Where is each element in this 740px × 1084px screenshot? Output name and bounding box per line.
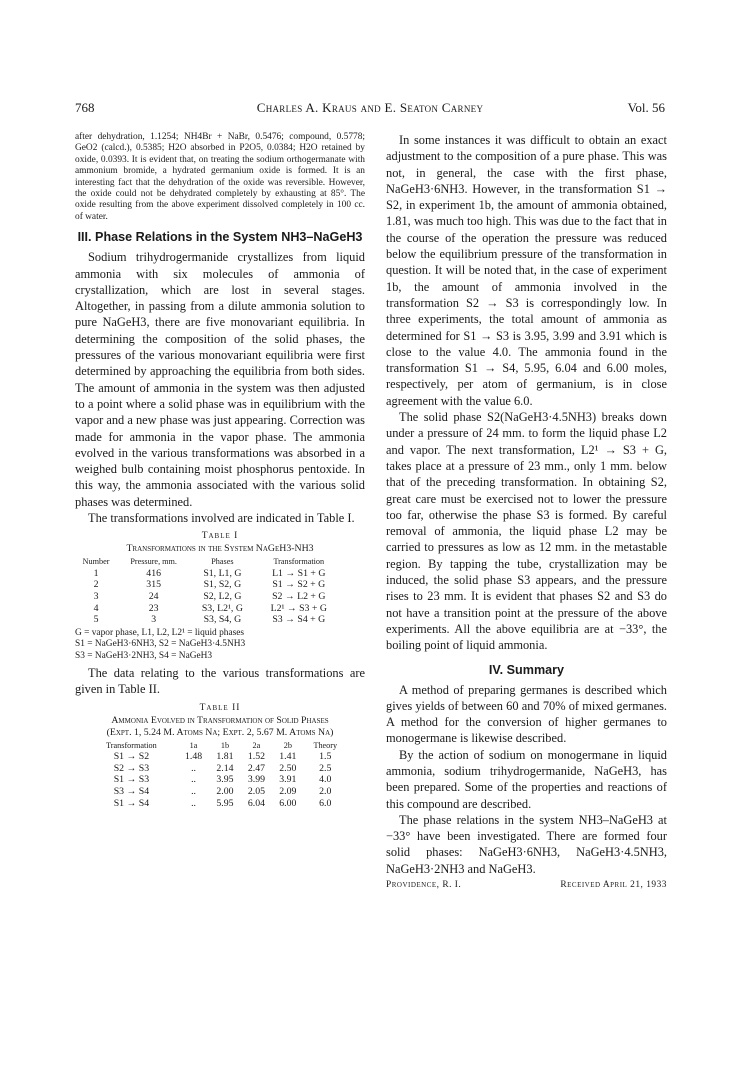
table-cell: S1 → S3 xyxy=(113,774,150,786)
table-header-row xyxy=(75,556,343,568)
table-cell: 2.00 xyxy=(216,786,234,798)
table-cell: .. xyxy=(191,762,196,774)
table-row xyxy=(75,603,343,615)
table-cell: 2.5 xyxy=(319,762,332,774)
summary-paragraph: By the action of sodium on monogermane in liquid ammonia, sodium trihydrogermanide, NaGeH3, has been prepared. Some of the properties and reactions of this compound are described. xyxy=(386,747,667,811)
running-header xyxy=(75,100,665,120)
table-cell: S1 → S2 + G xyxy=(272,579,326,591)
table-cell: 1.52 xyxy=(247,751,265,763)
table-cell: 5 xyxy=(93,614,99,626)
table-cell: 2.14 xyxy=(216,762,234,774)
table-row xyxy=(85,786,347,798)
paragraph: Sodium trihydrogermanide crystallizes from liquid ammonia with six molecules of ammonia of crystallization, which are lost in several stages. Altogether, in passing from a dilute ammonia solution to pure NaGeH3, there are five monovariant equilibria. In determining the composition of the solid phases, the pressures of the various monovariant equilibria were first determined by approaching the equilibria from both sides. The amount of ammonia in the system was then adjusted to a point where a solid phase was in equilibrium with the vapor and a new phase was just appearing. Correction was made for ammonia in the vapor phase. The ammonia evolved in the various transformations was absorbed in a weighed bulb containing moist phosphorus pentoxide. In this way, the ammonia associated with the various solid phases was determined. xyxy=(75,250,365,509)
table-cell: S2 → S3 xyxy=(113,762,150,774)
ammonia-evolved-table xyxy=(85,740,347,810)
column-header: 2b xyxy=(283,740,292,750)
table-cell: S1 → S2 xyxy=(113,751,150,763)
table-note: S3 = NaGeH3·2NH3, S4 = NaGeH3 xyxy=(75,650,213,661)
table-row xyxy=(85,751,347,763)
table-cell: 6.00 xyxy=(279,797,297,809)
table-cell: S3 → S4 xyxy=(113,786,150,798)
column-header: 1a xyxy=(189,740,198,750)
column-header: Transformation xyxy=(106,740,157,750)
table-cell: 1 xyxy=(93,567,99,579)
column-header: Theory xyxy=(313,740,338,750)
table-caption: Table I xyxy=(201,531,239,542)
paragraph: The transformations involved are indicated in Table I. xyxy=(88,511,355,525)
table-note: S1 = NaGeH3·6NH3, S2 = NaGeH3·4.5NH3 xyxy=(75,639,246,650)
transformations-table xyxy=(75,556,343,626)
table-cell: 2.05 xyxy=(247,786,265,798)
table-cell: 24 xyxy=(148,591,159,603)
section-heading-summary: IV. Summary xyxy=(488,662,565,677)
table-cell: 3.91 xyxy=(279,774,297,786)
column-header: 1b xyxy=(220,740,230,750)
paragraph: The solid phase S2(NaGeH3·4.5NH3) breaks down under a pressure of 24 mm. to form the liquid phase L2 and vapor. The next transformation, L2¹ → S3 + G, takes place at a pressure of 23 mm., only 1 mm. below that of the preceding transformation. In obtaining S2, great care must be exercised not to lower the pressure too far, otherwise the phase S3 is formed. By careful removal of ammonia, the liquid phase L2 may be carried to pressures as low as 12 mm. in the metastable region. By tapping the tube, crystallization may be induced, the solid phase S3 appears, and the pressure rises to 23 mm. It is evident that phases S2 and S3 do not have a transition point at the pressure of the above experiments. All the above equilibria are at −33°, the boiling point of liquid ammonia. xyxy=(386,410,667,653)
column-header: Transformation xyxy=(273,557,325,567)
table-cell: 5.95 xyxy=(216,797,234,809)
table-cell: S2, L2, G xyxy=(203,591,242,603)
place: Providence, R. I. xyxy=(386,880,462,891)
table-row xyxy=(75,579,343,591)
table-cell: 315 xyxy=(146,579,161,591)
received-date: Received April 21, 1933 xyxy=(560,880,667,891)
table-cell: 416 xyxy=(146,567,161,579)
section-heading-phase-relations: III. Phase Relations in the System NH3–NaGeH3 xyxy=(77,230,363,245)
table-cell: 2.47 xyxy=(247,762,265,774)
table-cell: L1 → S1 + G xyxy=(272,567,326,579)
table-row xyxy=(85,774,347,786)
table-cell: 4 xyxy=(93,602,99,614)
table-cell: .. xyxy=(191,786,196,798)
table-header-row xyxy=(85,740,347,752)
table-row xyxy=(75,614,343,626)
table-cell: .. xyxy=(191,774,196,786)
summary-paragraph: The phase relations in the system NH3–NaGeH3 at −33° have been investigated. There are formed four solid phases: NaGeH3·6NH3, NaGeH3·4.5NH3, NaGeH3·2NH3 and NaGeH3. xyxy=(386,812,667,876)
table-cell: 3.95 xyxy=(216,774,234,786)
table-cell: 3 xyxy=(93,591,99,603)
table-row xyxy=(75,568,343,580)
table-cell: 1.48 xyxy=(184,751,203,763)
table-title: Transformations in the System NaGeH3-NH3 xyxy=(126,543,314,555)
table-cell: 1.5 xyxy=(319,751,332,763)
table-cell: 3.99 xyxy=(247,774,265,786)
table-cell: S2 → L2 + G xyxy=(272,591,326,603)
table-cell: .. xyxy=(191,797,196,809)
table-row xyxy=(75,591,343,603)
left-column xyxy=(75,132,365,809)
table-cell: S3, S4, G xyxy=(203,614,242,626)
table-cell: 2.50 xyxy=(279,762,297,774)
continued-paragraph: after dehydration, 1.1254; NH4Br + NaBr, 0.5476; compound, 0.5778; GeO2 (calcd.), 0.5385; H2O absorbed in P2O5, 0.0384; H2O retained by oxide, 0.0393. It is evident that, on treating the sodium orthogermanate with ammonium bromide, a hydrated germanium oxide is formed. It is an interesting fact that the dehydration of the oxide was reversible. However, the oxide could not be dehydrated completely by exhausting at 85°. The oxide resulting from the above experiment dissolved completely in 100 cc. of water. xyxy=(75,132,365,222)
table-note: G = vapor phase, L1, L2, L2¹ = liquid phases xyxy=(75,627,245,638)
column-header: Phases xyxy=(211,557,234,567)
table-row xyxy=(85,798,347,810)
column-header: 2a xyxy=(252,740,261,750)
page-number: 768 xyxy=(75,100,95,115)
table-cell: S3, L2¹, G xyxy=(201,602,243,614)
volume-number: Vol. 56 xyxy=(627,100,665,115)
table-cell: 2.0 xyxy=(319,786,332,798)
table-cell: 23 xyxy=(148,602,159,614)
table-notes xyxy=(75,628,365,662)
running-authors: Charles A. Kraus and E. Seaton Carney xyxy=(256,100,484,115)
table-cell: L2¹ → S3 + G xyxy=(270,602,327,614)
table-cell: 2 xyxy=(93,579,99,591)
table-cell: S1 → S4 xyxy=(113,797,150,809)
table-cell: 2.09 xyxy=(279,786,297,798)
table-cell: 1.41 xyxy=(279,751,297,763)
summary-paragraph: A method of preparing germanes is described which gives yields of between 60 and 70% of mixed germanes. A method for the conversion of higher germanes to monogermane is likewise described. xyxy=(386,682,667,746)
paragraph: In some instances it was difficult to obtain an exact adjustment to the composition of a pure phase. This was not, in general, the case with the first phase, NaGeH3·6NH3. However, in the transformation S1 → S2, in experiment 1b, the amount of ammonia obtained, 1.81, was much too high. This was due to the fact that in the course of the operation the pressure was reduced below the equilibrium pressure of the transformation in question. It will be noted that, in the case of experiment 1b, the amount of ammonia involved in the transformation S2 → S3 is correspondingly low. In three experiments, the total amount of ammonia as determined for S1 → S3 is 3.95, 3.99 and 3.91 which is close to the value 4.0. The ammonia found in the transformation S1 → S4, 5.95, 6.04 and 6.00 moles, respectively, per atom of germanium, is in close agreement with the value 6.0. xyxy=(386,133,667,408)
table-cell: 3 xyxy=(151,614,157,626)
table-cell: 6.04 xyxy=(247,797,265,809)
paragraph: The data relating to the various transformations are given in Table II. xyxy=(75,666,365,697)
signature-line xyxy=(386,880,667,890)
table-cell: S1, L1, G xyxy=(203,567,242,579)
table-row xyxy=(85,763,347,775)
table-title: Ammonia Evolved in Transformation of Solid Phases xyxy=(111,714,329,726)
table-cell: S3 → S4 + G xyxy=(272,614,326,626)
table-cell: 4.0 xyxy=(319,774,332,786)
table-cell: S1, S2, G xyxy=(203,579,242,591)
column-header: Number xyxy=(82,557,110,567)
column-header: Pressure, mm. xyxy=(130,557,177,567)
right-column xyxy=(386,132,667,890)
table-cell: 1.81 xyxy=(216,751,234,763)
table-subtitle: (Expt. 1, 5.24 M. Atoms Na; Expt. 2, 5.67 M. Atoms Na) xyxy=(106,726,334,738)
table-cell: 6.0 xyxy=(319,797,332,809)
table-caption: Table II xyxy=(199,702,241,713)
